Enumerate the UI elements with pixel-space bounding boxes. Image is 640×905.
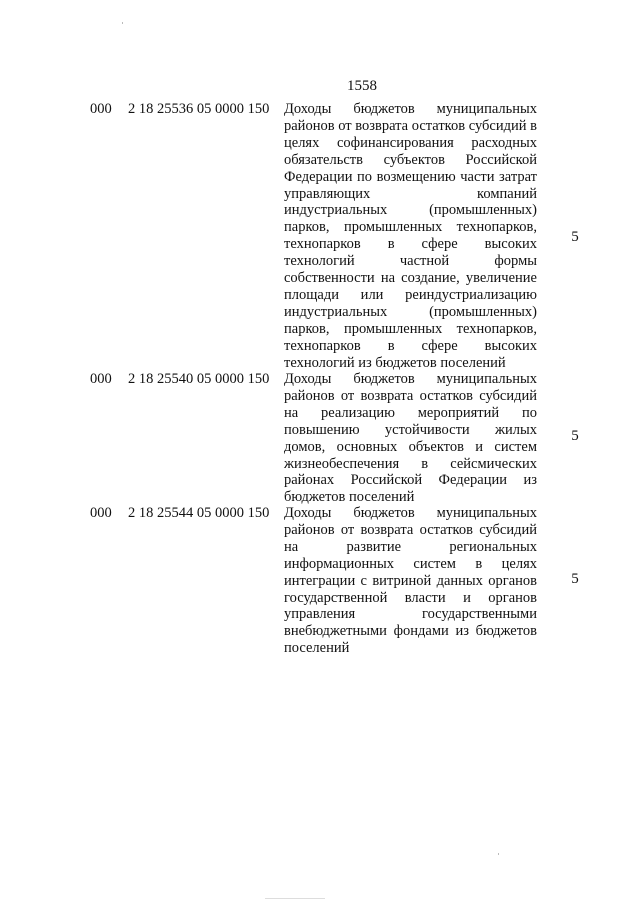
page-number: 1558 <box>347 78 377 94</box>
admin-code: 000 <box>90 371 112 387</box>
income-description: Доходы бюджетов муниципальных районов от возврата остатков субсидий в целях софинансирования расходных обязательств субъектов Российской Федерации по возмещению части затрат управляющих компаний индустриальных (промышленных) парков, промышленных технопарков, технопарков в сфере высоких технологий частной формы собственности на создание, увеличение площади или реиндустриализацию индустриальных (промышленных) парков, промышленных технопарков, технопарков в сфере высоких технологий из бюджетов поселений <box>284 101 537 371</box>
budget-classification-code: 2 18 25536 05 0000 150 <box>128 101 270 117</box>
amount-value: 5 <box>571 229 579 245</box>
income-description: Доходы бюджетов муниципальных районов от возврата остатков субсидий на реализацию мероприятий по повышению устойчивости жилых домов, основных объектов и систем жизнеобеспечения в сейсмических районах Российской Федерации из бюджетов поселений <box>284 371 537 506</box>
amount-value: 5 <box>571 571 579 587</box>
admin-code: 000 <box>90 505 112 521</box>
amount-value: 5 <box>571 428 579 444</box>
scan-edge-line <box>265 898 325 899</box>
income-description: Доходы бюджетов муниципальных районов от возврата остатков субсидий на развитие региональных информационных систем в целях интеграции с витриной данных органов государственной власти и органов управления государственными внебюджетными фондами из бюджетов поселений <box>284 505 537 657</box>
scan-speck <box>498 853 499 855</box>
budget-classification-code: 2 18 25540 05 0000 150 <box>128 371 270 387</box>
admin-code: 000 <box>90 101 112 117</box>
budget-classification-code: 2 18 25544 05 0000 150 <box>128 505 270 521</box>
scan-speck <box>122 22 123 24</box>
